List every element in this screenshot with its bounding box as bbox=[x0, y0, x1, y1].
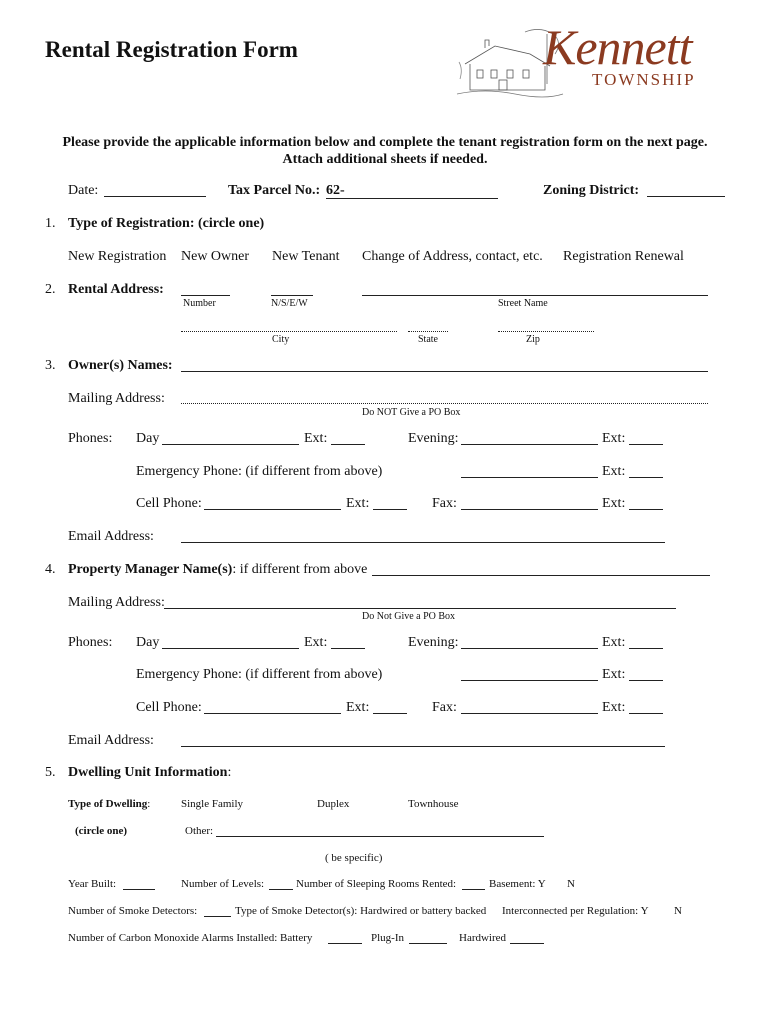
owner-emergency-phone-field[interactable] bbox=[461, 477, 598, 478]
co-hardwired-label: Hardwired bbox=[459, 932, 507, 944]
city-caption: City bbox=[272, 334, 290, 345]
zoning-field[interactable] bbox=[647, 196, 725, 197]
owner-cell-field[interactable] bbox=[204, 509, 341, 510]
manager-email-field[interactable] bbox=[181, 746, 665, 747]
manager-cell-label: Cell Phone: bbox=[136, 700, 202, 715]
rental-zip-field[interactable] bbox=[498, 331, 594, 332]
be-specific-note: ( be specific) bbox=[325, 852, 383, 864]
owner-fax-ext-field[interactable] bbox=[629, 509, 663, 510]
intro-line-1: Please provide the applicable information below and complete the tenant registration form on the next page. bbox=[62, 135, 708, 150]
owner-emergency-ext-label: Ext: bbox=[602, 464, 626, 479]
tax-parcel-prefix: 62- bbox=[326, 183, 345, 198]
section-1-label: Type of Registration: (circle one) bbox=[68, 216, 265, 231]
owner-emergency-label: Emergency Phone: (if different from above) bbox=[136, 464, 383, 479]
state-caption: State bbox=[418, 334, 438, 345]
registration-option-new-registration[interactable]: New Registration bbox=[68, 249, 167, 264]
number-caption: Number bbox=[183, 298, 216, 309]
dwelling-option-single-family[interactable]: Single Family bbox=[181, 798, 244, 810]
circle-one-note: (circle one) bbox=[75, 825, 128, 837]
manager-evening-phone-field[interactable] bbox=[461, 648, 598, 649]
owner-evening-label: Evening: bbox=[408, 431, 459, 446]
rental-nsew-field[interactable] bbox=[271, 295, 313, 296]
smoke-detectors-label: Number of Smoke Detectors: bbox=[68, 905, 198, 917]
registration-option-new-tenant[interactable]: New Tenant bbox=[272, 249, 340, 264]
owner-mailing-note: Do NOT Give a PO Box bbox=[362, 407, 461, 418]
township-logo bbox=[455, 19, 735, 104]
section-4-label: Property Manager Name(s): if different from above bbox=[68, 562, 368, 577]
registration-option-change-of-address[interactable]: Change of Address, contact, etc. bbox=[362, 249, 543, 264]
section-4-number: 4. bbox=[45, 562, 56, 577]
manager-fax-label: Fax: bbox=[432, 700, 457, 715]
zoning-label: Zoning District: bbox=[543, 183, 640, 198]
owner-phones-label: Phones: bbox=[68, 431, 113, 446]
rental-state-field[interactable] bbox=[408, 331, 448, 332]
intro-line-2: Attach additional sheets if needed. bbox=[282, 152, 488, 167]
manager-mailing-note: Do Not Give a PO Box bbox=[362, 611, 456, 622]
owner-day-ext-label: Ext: bbox=[304, 431, 328, 446]
section-1-number: 1. bbox=[45, 216, 56, 231]
basement-no[interactable]: N bbox=[567, 878, 575, 890]
owner-evening-ext-field[interactable] bbox=[629, 444, 663, 445]
manager-names-field[interactable] bbox=[372, 575, 710, 576]
year-built-field[interactable] bbox=[123, 889, 155, 890]
owner-cell-label: Cell Phone: bbox=[136, 496, 202, 511]
rental-street-field[interactable] bbox=[362, 295, 708, 296]
manager-day-label: Day bbox=[136, 635, 160, 650]
manager-phones-label: Phones: bbox=[68, 635, 113, 650]
smoke-detector-type-label: Type of Smoke Detector(s): Hardwired or battery backed bbox=[235, 905, 487, 917]
co-alarms-label: Number of Carbon Monoxide Alarms Installed: Battery bbox=[68, 932, 313, 944]
rental-city-field[interactable] bbox=[181, 331, 397, 332]
manager-emergency-label: Emergency Phone: (if different from above) bbox=[136, 667, 383, 682]
owner-day-phone-field[interactable] bbox=[162, 444, 299, 445]
section-3-number: 3. bbox=[45, 358, 56, 373]
tax-parcel-label: Tax Parcel No.: bbox=[228, 183, 321, 198]
manager-day-phone-field[interactable] bbox=[162, 648, 299, 649]
manager-fax-field[interactable] bbox=[461, 713, 598, 714]
dwelling-other-label: Other: bbox=[185, 825, 214, 837]
owner-evening-ext-label: Ext: bbox=[602, 431, 626, 446]
zip-caption: Zip bbox=[526, 334, 540, 345]
manager-day-ext-label: Ext: bbox=[304, 635, 328, 650]
owner-mailing-field[interactable] bbox=[181, 403, 708, 404]
registration-option-renewal[interactable]: Registration Renewal bbox=[563, 249, 684, 264]
manager-email-label: Email Address: bbox=[68, 733, 154, 748]
rental-number-field[interactable] bbox=[181, 295, 230, 296]
nsew-caption: N/S/E/W bbox=[271, 298, 308, 309]
section-2-label: Rental Address: bbox=[68, 282, 164, 297]
manager-cell-field[interactable] bbox=[204, 713, 341, 714]
owner-day-label: Day bbox=[136, 431, 160, 446]
street-name-caption: Street Name bbox=[498, 298, 548, 309]
levels-field[interactable] bbox=[269, 889, 293, 890]
co-battery-field[interactable] bbox=[328, 943, 362, 944]
section-5-label: Dwelling Unit Information: bbox=[68, 765, 232, 780]
logo-wordmark: Kennett bbox=[543, 19, 692, 75]
registration-option-new-owner[interactable]: New Owner bbox=[181, 249, 250, 264]
basement-label[interactable]: Basement: Y bbox=[489, 878, 546, 890]
section-2-number: 2. bbox=[45, 282, 56, 297]
owner-mailing-label: Mailing Address: bbox=[68, 391, 165, 406]
manager-cell-ext-field[interactable] bbox=[373, 713, 407, 714]
dwelling-option-townhouse[interactable]: Townhouse bbox=[408, 798, 459, 810]
owner-day-ext-field[interactable] bbox=[331, 444, 365, 445]
manager-mailing-label: Mailing Address: bbox=[68, 595, 165, 610]
section-3-label: Owner(s) Names: bbox=[68, 358, 173, 373]
tax-parcel-field[interactable] bbox=[326, 198, 498, 199]
section-5-number: 5. bbox=[45, 765, 56, 780]
manager-emergency-ext-label: Ext: bbox=[602, 667, 626, 682]
date-field[interactable] bbox=[104, 196, 206, 197]
owner-emergency-ext-field[interactable] bbox=[629, 477, 663, 478]
owner-email-label: Email Address: bbox=[68, 529, 154, 544]
sleeping-rooms-label: Number of Sleeping Rooms Rented: bbox=[296, 878, 457, 890]
manager-emergency-phone-field[interactable] bbox=[461, 680, 598, 681]
smoke-detectors-field[interactable] bbox=[204, 916, 231, 917]
owner-cell-ext-field[interactable] bbox=[373, 509, 407, 510]
levels-label: Number of Levels: bbox=[181, 878, 265, 890]
owner-fax-label: Fax: bbox=[432, 496, 457, 511]
date-label: Date: bbox=[68, 183, 99, 198]
owner-evening-phone-field[interactable] bbox=[461, 444, 598, 445]
interconnected-no[interactable]: N bbox=[674, 905, 682, 917]
dwelling-option-duplex[interactable]: Duplex bbox=[317, 798, 350, 810]
interconnected-label[interactable]: Interconnected per Regulation: Y bbox=[502, 905, 649, 917]
type-of-dwelling-label: Type of Dwelling: bbox=[68, 798, 151, 810]
manager-emergency-ext-field[interactable] bbox=[629, 680, 663, 681]
manager-fax-ext-label: Ext: bbox=[602, 700, 626, 715]
manager-evening-label: Evening: bbox=[408, 635, 459, 650]
owner-fax-field[interactable] bbox=[461, 509, 598, 510]
manager-fax-ext-field[interactable] bbox=[629, 713, 663, 714]
co-plug-in-label: Plug-In bbox=[371, 932, 404, 944]
sleeping-rooms-field[interactable] bbox=[462, 889, 485, 890]
manager-evening-ext-field[interactable] bbox=[629, 648, 663, 649]
co-hardwired-field[interactable] bbox=[510, 943, 544, 944]
manager-evening-ext-label: Ext: bbox=[602, 635, 626, 650]
owner-email-field[interactable] bbox=[181, 542, 665, 543]
logo-subtitle: TOWNSHIP bbox=[592, 70, 696, 89]
co-plug-in-field[interactable] bbox=[409, 943, 447, 944]
owner-fax-ext-label: Ext: bbox=[602, 496, 626, 511]
dwelling-other-field[interactable] bbox=[216, 836, 544, 837]
manager-mailing-field[interactable] bbox=[164, 608, 676, 609]
owner-names-field[interactable] bbox=[181, 371, 708, 372]
owner-cell-ext-label: Ext: bbox=[346, 496, 370, 511]
manager-day-ext-field[interactable] bbox=[331, 648, 365, 649]
year-built-label: Year Built: bbox=[68, 878, 117, 890]
manager-cell-ext-label: Ext: bbox=[346, 700, 370, 715]
page-title: Rental Registration Form bbox=[45, 37, 298, 62]
